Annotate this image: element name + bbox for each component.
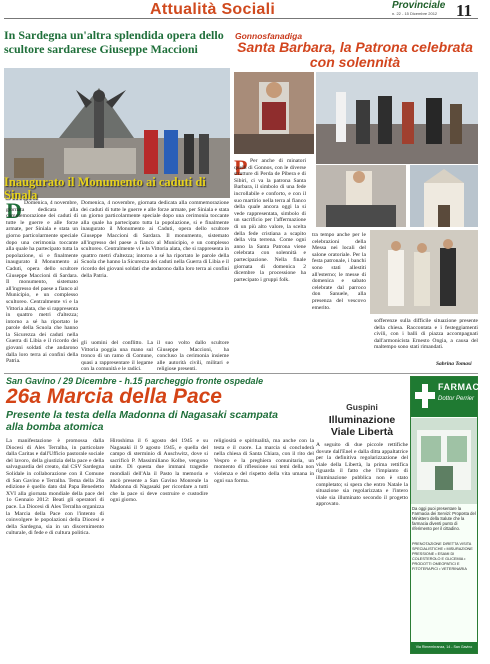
event-title: 26a Marcia della Pace [6,385,222,408]
procession-photo-5 [370,230,478,314]
event-col-3: religiosità e spiritualità, ma anche con la testa e il cuore. La marcia si concluderà nella chiesa di Santa Chiara, con il rito del Vespro e la preghiera comunitaria, un momento di riflessione sui temi della non violenza e del rispetto della vita umana in ogni sua forma. [214,438,314,484]
event-col-1: La manifestazione è promossa dalla Diocesi di Ales Terralba, in particolare dalla Caritas e dall'Ufficio pastorale sociale del lavoro, della giustizia della pace e della salvaguardia del creato, dal CSV Sardegna Solidale in collaborazione con il Comune di San Gavino e Terralba. Tema della 26a edizione è quello dato dal Papa Benedetto XVI alla giornata mondiale della pace del 1o Gennaio 2012: Beati gli operatori di pace. La Diocesi di Ales Terralba organizza la Marcia della Pace con l'intento di coinvolgere le popolazioni della Diocesi e della Sardegna, sia in un discernimento culturale, di fede e di cultura politica. [6,438,104,537]
church-facade [410,165,478,227]
procession-crowd [316,72,478,164]
right-article-col-1: Per anche di minatori quelli di Gonnos, con le diverse strutture di Perda de Pibera e di Sibiri, ci va la patrona Santa Barbara, il simbolo di una fede incrollabile e conforto, e con il suo martirio nella terra al fianco della quale ancora oggi la si vede rappresentata, simbolo di un sacrificio per l'affermazione di un più alto valore, la scelta della fede cristiana a scapito della vita terrena. Come ogni anno la Santa Patrona viene celebrata con solennità e partecipazione. Nella finale giornata di domenica 2 dicembre la processione ha partecipato i gruppi folk. [234,158,306,283]
procession-photo-4 [410,165,478,227]
guspini-label: Guspini [346,402,378,412]
page-number: 11 [456,1,473,20]
pharmacy-services: PRENOTAZIONE DIRETTA VISITA SPECIALISTICHE • MISURAZIONE PRESSIONE • ESAMI DI COLESTEROLO E GLICEMIA • PRODOTTI OMEOPATICI E FITOTERAPICI • VETERINARIA [412,542,473,571]
clergy-walk [370,230,478,314]
article-signature: Sabrina Tomasi [436,361,472,367]
newspaper-logo: Provinciale [392,0,446,11]
guspini-text: A seguito di due piccole rettifiche dovute dall'Enel e dalla ditta appaltatrice per la definitiva regolarizzazione del viale della Libertà, la prima rettifica riguarda il fatto che l'impianto di illuminazione pubblica non è stato completato; si spera che entro Natale la situazione sia regolarizzata e l'intero viale sia illuminato secondo il progetto approvato. [316,442,408,508]
pharmacy-promo-text: Da oggi puoi presentare la Farmacia dei Servizi: Proposta del Ministero della Salute che la farmacia diventi punto di riferimento per il cittadino. [412,506,476,531]
procession-photo-3 [316,165,406,227]
left-article-col-3: il suo volto dallo scultore Giuseppe Maccioni, ha concluso la cerimonia insieme alle autorità civili, militari e religiose presenti. [157,340,229,373]
drop-cap-right: P [234,155,248,180]
right-article-col-2: tra tempo anche per le celebrazioni della Messa nei locali del salone oratoriale. Per la festa patronale, i banchi sono stati allestiti all'esterno; le messe di domenica e sabato celebrate dal parroco don Sanuele, alla presenza del vescovo emerito. [312,232,366,311]
event-col-2: Hiroshima il 6 agosto del 1945 e su Nagasaki il 9 agosto 1945, e quella del campo di sterminio di Auschwitz, dove si sacrificò P. Massimiliano Kolbe, vengono unite. Di questa due immani tragedie mondiali dell'Ala il Pasto la memoria e ancò presente a San Gavino Monreale la Madonna di Nagasaki per ricordare a tutti che la pace si deve costruire e custodire ogni giorno. [110,438,208,504]
pharmacy-address: Via Rimembranza, 14 - San Gavino Monreale (VS) - Tel. 070.9339090 [411,642,477,653]
left-article-col-2: gli uomini del conflitto. La Vittoria poggia una mano sul tronco di un ramo di Comune, quasi a rappresentare il legame con la comunità e le radici. [81,340,153,373]
right-article-tag: Gonnosfanadiga [235,31,303,41]
guspini-title: Illuminazione Viale Libertà [328,414,396,438]
left-article-more: Domenica, 4 novembre, giornata dedicata alla commemorazione dei caduti di tutte le guerre e alle forze armate, per Siniala e stata un giorno particolarmente speciale dopo una cerimonia toccante alla quale ha partecipato tutta la popolazione, si e finalmente inaugurato il Monumento ai Caduti, opera dello scultore Giuseppe Maccioni di Sardara. Il monumento, sistemato all'ingresso del paese a fianco al Municipio, e un complesso scultoreo. Centralmente vi e la Vittoria alata, che si rappresenta in quattro metri d'altezza; intorno a sé ha riportato le parole della Scuola che hanno la Sicurezza dei caduti nella Guerra di Libia e il ricordo dei giovani soldati che andarono dalla loro terra ai confini della Patria. [81,200,229,279]
issue-date: n. 22 - 15 Dicembre 2012 [392,11,438,16]
pharmacy-title: FARMACIA [438,382,490,392]
event-kicker: San Gavino / 29 Dicembre - h.15 parcheggio fronte ospedale [6,376,264,386]
right-article-headline: Santa Barbara, la Patrona celebrata con solennità [237,39,473,70]
section-title: Attualità Sociali [150,1,276,18]
procession-photo-1 [234,72,314,154]
section-divider [4,373,478,374]
right-article-col-3: sofferenze sulla difficile situazione presente della chiesa. Raccontata e i festeggiamenti civili, con i balli di piazza accompagnati dall'armonicista Ernesto Ongia, a causa del maltempo sono stati rimandati. [374,318,478,351]
storefront-illustration [411,418,477,504]
left-article-headline: In Sardegna un'altra splendida opera dello scultore sardarese Giuseppe Maccioni [4,28,224,56]
event-subtitle: Presente la testa della Madonna di Nagasaki scampata alla bomba atomica [6,409,278,433]
pharmacy-cross-icon [414,382,436,410]
statue-carry [316,165,406,227]
cross-shape [414,382,436,410]
pharmacy-storefront-photo [411,418,477,504]
monument-banner: Inaugurato il Monumento ai caduti di Sinala [4,175,206,202]
drop-cap: D [6,198,22,223]
left-article-col-1: Domenica, 4 novembre, giornata dedicata alla commemorazione dei caduti di tutte le guerre e alle forze armate, per Siniala e stata un giorno particolarmente speciale dopo una cerimonia toccante alla quale ha partecipato tutta la popolazione, si e finalmente inaugurato il Monumento ai Caduti, opera dello scultore Giuseppe Maccioni di Sardara. Il monumento, sistemato all'ingresso del paese a fianco al Municipio, e un complesso scultoreo. Centralmente vi e la Vittoria alata, che si rappresenta in quattro metri d'altezza; intorno a sé ha riportato le parole della Scuola che hanno la Sicurezza dei caduti nella Guerra di Libia e il ricordo dei giovani soldati che andarono dalla loro terra ai confini della Patria. [6,200,78,365]
procession-photo-2 [316,72,478,164]
pharmacy-subtitle: Dottor Perrier [438,396,475,402]
procession-figure [234,72,314,154]
